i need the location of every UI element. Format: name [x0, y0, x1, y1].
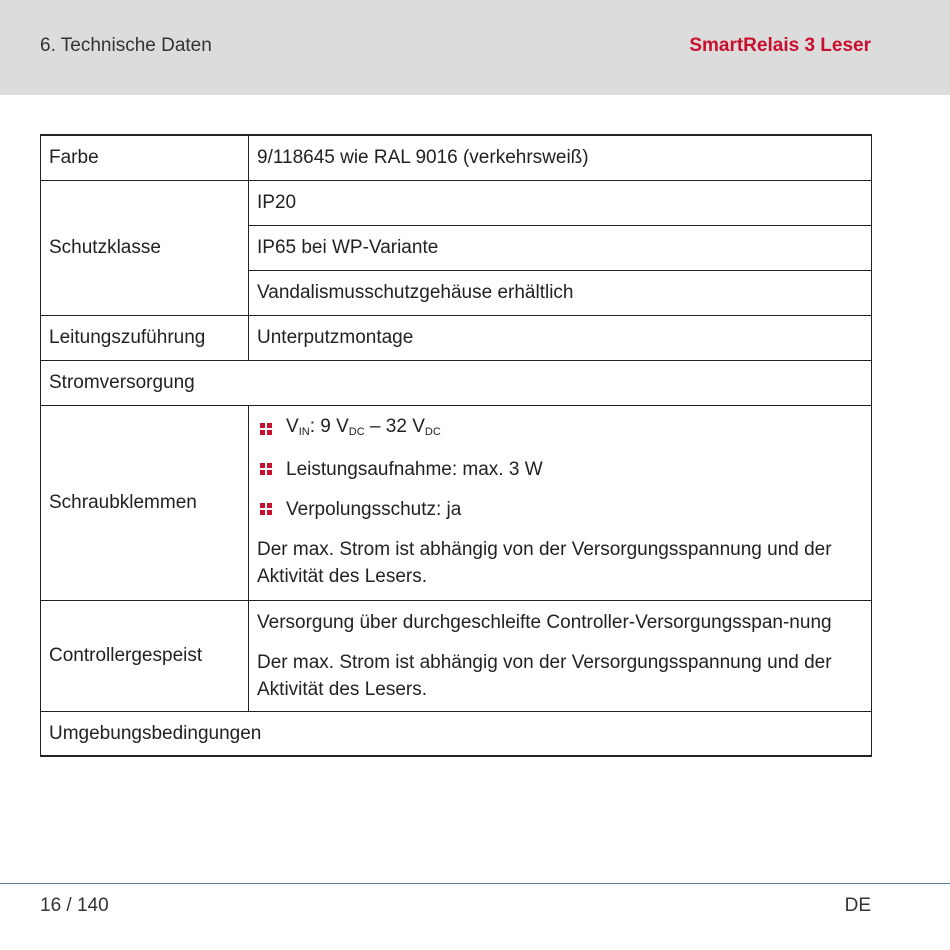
- bullet-icon: [260, 423, 272, 435]
- label-farbe: Farbe: [41, 135, 249, 180]
- table-row-schraubklemmen: [41, 405, 872, 600]
- section-title: 6. Technische Daten: [40, 35, 212, 56]
- value-controller: [249, 600, 872, 711]
- bullet-leistung-text: Leistungsaufnahme: max. 3 W: [286, 458, 543, 480]
- controller-text: Versorgung über durchgeschleifte Controller-Versorgungsspan-nung: [257, 611, 832, 633]
- page-header: [0, 0, 950, 95]
- table-row-farbe: [41, 135, 872, 180]
- heading-stromversorgung: Stromversorgung: [41, 360, 872, 405]
- bullet-vin: [257, 416, 863, 443]
- label-leitung: Leitungszuführung: [41, 315, 249, 360]
- page-number: 16 / 140: [40, 895, 109, 916]
- bullet-leistung: [257, 456, 863, 483]
- note-controller: Der max. Strom ist abhängig von der Versorgungsspannung und der Aktivität des Lesers.: [257, 651, 832, 700]
- label-schutzklasse: Schutzklasse: [41, 180, 249, 315]
- bullet-verpolung: [257, 496, 863, 523]
- value-schutzklasse-2: IP65 bei WP-Variante: [249, 225, 872, 270]
- product-title: SmartRelais 3 Leser: [689, 35, 871, 56]
- heading-umgebung: Umgebungsbedingungen: [41, 711, 872, 756]
- language-code: DE: [844, 895, 871, 916]
- table-row-umgebung: [41, 711, 872, 756]
- table-row-schutzklasse-1: [41, 180, 872, 225]
- tech-data-table: [40, 134, 872, 757]
- footer-rule: [0, 883, 950, 884]
- value-schraubklemmen: [249, 405, 872, 600]
- value-farbe: 9/118645 wie RAL 9016 (verkehrsweiß): [249, 135, 872, 180]
- bullet-icon: [260, 503, 272, 515]
- label-controller: Controllergespeist: [41, 600, 249, 711]
- value-schutzklasse-1: IP20: [249, 180, 872, 225]
- table-row-leitung: [41, 315, 872, 360]
- value-leitung: Unterputzmontage: [249, 315, 872, 360]
- bullet-icon: [260, 463, 272, 475]
- table-row-controller: [41, 600, 872, 711]
- value-schutzklasse-3: Vandalismusschutzgehäuse erhältlich: [249, 270, 872, 315]
- table-row-stromversorgung: [41, 360, 872, 405]
- bullet-verpolung-text: Verpolungsschutz: ja: [286, 498, 462, 520]
- label-schraubklemmen: Schraubklemmen: [41, 405, 249, 600]
- vin-text: $V_{IN}$: 9 $V_{DC} - 32$ $V_{DC}$: [286, 415, 441, 438]
- note-schraubklemmen: Der max. Strom ist abhängig von der Versorgungsspannung und der Aktivität des Lesers.: [257, 538, 832, 587]
